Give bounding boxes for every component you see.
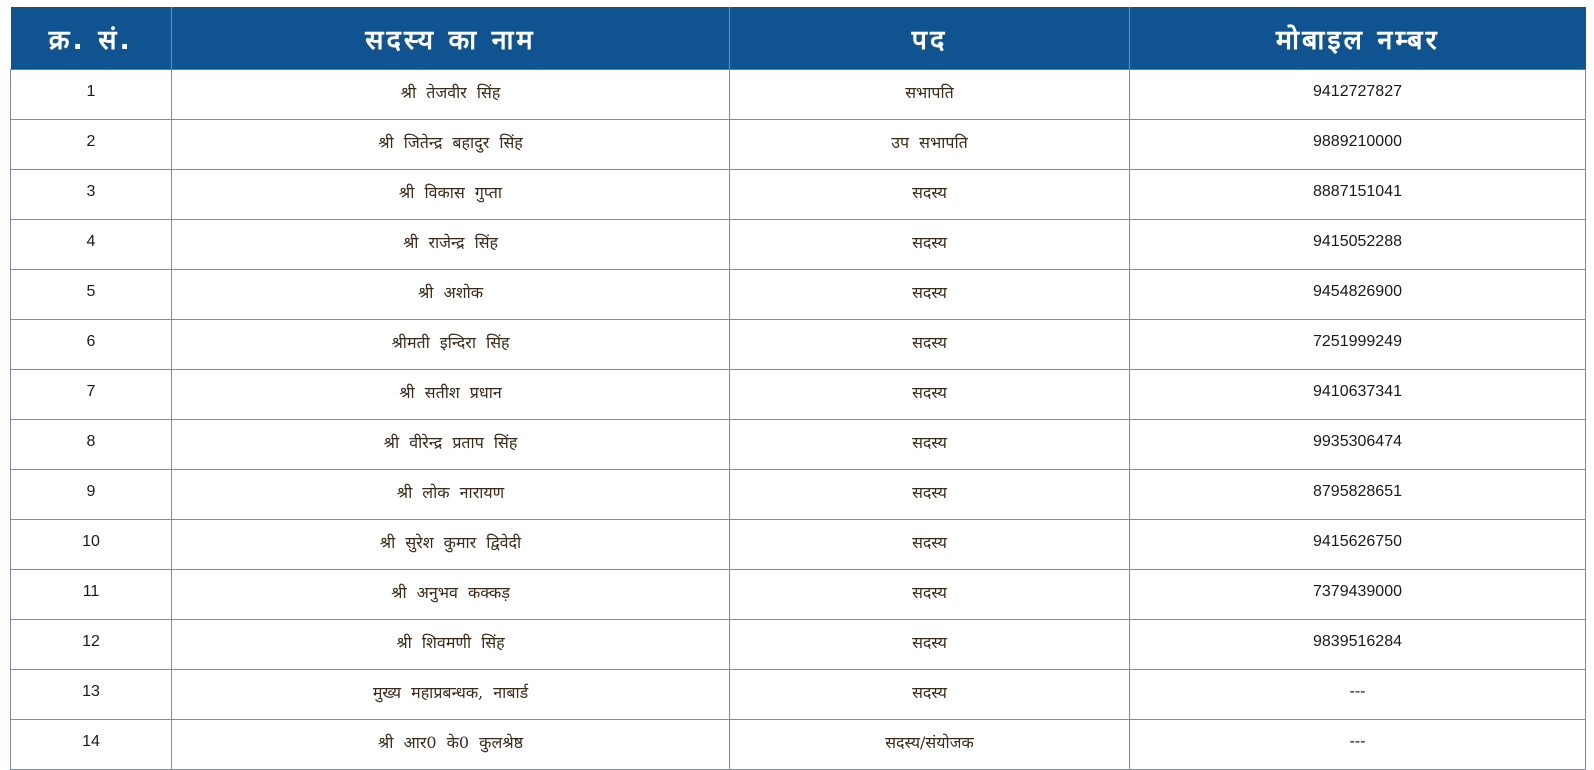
cell-post: सदस्य	[730, 270, 1130, 320]
members-table	[10, 7, 1586, 770]
cell-mobile: 9412727827	[1130, 70, 1586, 120]
header-serial: क्र. सं.	[11, 7, 172, 70]
cell-post: सदस्य	[730, 570, 1130, 620]
cell-mobile: 9454826900	[1130, 270, 1586, 320]
table-row	[11, 470, 1586, 520]
cell-name: श्री लोक नारायण	[172, 470, 730, 520]
cell-post: सदस्य	[730, 370, 1130, 420]
cell-name: श्री राजेन्द्र सिंह	[172, 220, 730, 270]
cell-mobile: 9935306474	[1130, 420, 1586, 470]
table-row	[11, 520, 1586, 570]
table-row	[11, 370, 1586, 420]
cell-post: सभापति	[730, 70, 1130, 120]
cell-name: श्रीमती इन्दिरा सिंह	[172, 320, 730, 370]
cell-serial: 5	[11, 270, 172, 320]
cell-post: उप सभापति	[730, 120, 1130, 170]
cell-serial: 7	[11, 370, 172, 420]
cell-post: सदस्य	[730, 620, 1130, 670]
cell-name: श्री सुरेश कुमार द्विवेदी	[172, 520, 730, 570]
cell-post: सदस्य	[730, 670, 1130, 720]
cell-name: श्री सतीश प्रधान	[172, 370, 730, 420]
cell-mobile: 9415052288	[1130, 220, 1586, 270]
cell-name: श्री अशोक	[172, 270, 730, 320]
table-row	[11, 620, 1586, 670]
cell-serial: 13	[11, 670, 172, 720]
table-body	[11, 70, 1586, 770]
cell-serial: 10	[11, 520, 172, 570]
cell-name: श्री तेजवीर सिंह	[172, 70, 730, 120]
cell-serial: 11	[11, 570, 172, 620]
table-row	[11, 120, 1586, 170]
cell-post: सदस्य	[730, 520, 1130, 570]
table-row	[11, 220, 1586, 270]
header-mobile: मोबाइल नम्बर	[1130, 7, 1586, 70]
table-row	[11, 320, 1586, 370]
cell-mobile: ---	[1130, 720, 1586, 770]
cell-mobile: 7251999249	[1130, 320, 1586, 370]
cell-name: मुख्य महाप्रबन्धक, नाबार्ड	[172, 670, 730, 720]
cell-serial: 2	[11, 120, 172, 170]
table-row	[11, 170, 1586, 220]
cell-post: सदस्य	[730, 420, 1130, 470]
table-row	[11, 570, 1586, 620]
cell-serial: 14	[11, 720, 172, 770]
header-row	[11, 7, 1586, 70]
table-row	[11, 270, 1586, 320]
cell-mobile: 9889210000	[1130, 120, 1586, 170]
members-table-container	[10, 7, 1585, 770]
header-post: पद	[730, 7, 1130, 70]
cell-name: श्री आर0 के0 कुलश्रेष्ठ	[172, 720, 730, 770]
cell-serial: 6	[11, 320, 172, 370]
table-header	[11, 7, 1586, 70]
cell-mobile: 7379439000	[1130, 570, 1586, 620]
cell-name: श्री अनुभव कक्कड़	[172, 570, 730, 620]
cell-post: सदस्य	[730, 220, 1130, 270]
table-row	[11, 670, 1586, 720]
cell-serial: 1	[11, 70, 172, 120]
header-name: सदस्य का नाम	[172, 7, 730, 70]
cell-post: सदस्य/संयोजक	[730, 720, 1130, 770]
cell-mobile: 9839516284	[1130, 620, 1586, 670]
table-row	[11, 420, 1586, 470]
cell-post: सदस्य	[730, 170, 1130, 220]
cell-serial: 12	[11, 620, 172, 670]
table-row	[11, 720, 1586, 770]
cell-mobile: 9410637341	[1130, 370, 1586, 420]
cell-mobile: 8887151041	[1130, 170, 1586, 220]
cell-serial: 8	[11, 420, 172, 470]
cell-post: सदस्य	[730, 470, 1130, 520]
cell-name: श्री विकास गुप्ता	[172, 170, 730, 220]
cell-serial: 4	[11, 220, 172, 270]
cell-serial: 3	[11, 170, 172, 220]
cell-serial: 9	[11, 470, 172, 520]
cell-mobile: ---	[1130, 670, 1586, 720]
table-row	[11, 70, 1586, 120]
cell-name: श्री वीरेन्द्र प्रताप सिंह	[172, 420, 730, 470]
cell-mobile: 8795828651	[1130, 470, 1586, 520]
cell-mobile: 9415626750	[1130, 520, 1586, 570]
cell-post: सदस्य	[730, 320, 1130, 370]
cell-name: श्री जितेन्द्र बहादुर सिंह	[172, 120, 730, 170]
cell-name: श्री शिवमणी सिंह	[172, 620, 730, 670]
